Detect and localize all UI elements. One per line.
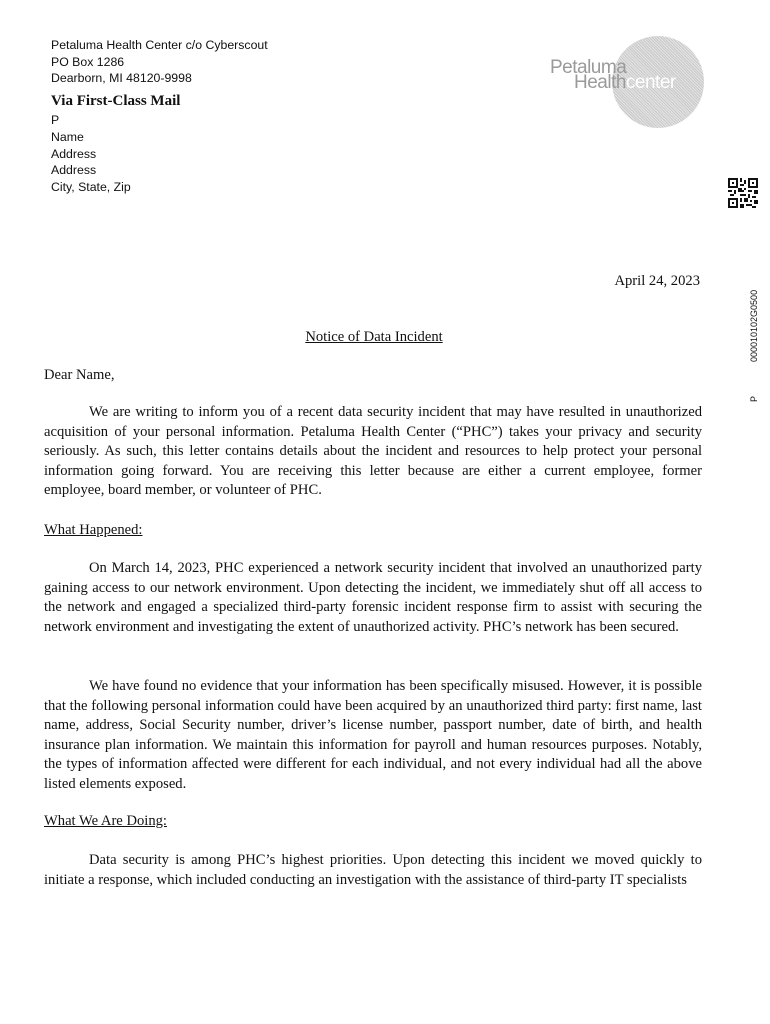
recipient-line: City, State, Zip	[51, 180, 131, 195]
logo-text-center: center	[625, 72, 676, 93]
recipient-line: P	[51, 113, 60, 127]
qr-code-icon	[728, 178, 758, 208]
return-address-line: Petaluma Health Center c/o Cyberscout	[51, 38, 268, 52]
petaluma-health-center-logo	[547, 36, 707, 128]
what-happened-heading: What Happened:	[44, 522, 143, 538]
what-we-are-doing-paragraph-1: Data security is among PHC’s highest priorities. Upon detecting this incident we moved quickly to initiate a response, which included conducting an investigation with the assistance of third-party IT specialists	[44, 852, 702, 888]
logo-text-health: Health	[574, 72, 626, 93]
return-address-line: PO Box 1286	[51, 54, 125, 69]
logo-text-health-center	[574, 73, 676, 92]
logo-text-petaluma: Petaluma	[550, 57, 627, 78]
notice-title: Notice of Data Incident	[305, 329, 443, 345]
side-tracking-number: 000010102G0500	[749, 289, 759, 362]
intro-paragraph: We are writing to inform you of a recent data security incident that may have resulted in unauthorized acquisition of your personal information. Petaluma Health Center (“PHC”) takes your privacy and security seriously. As such, this letter contains details about the incident and resources to help protect your personal information going forward. You are receiving this letter because are either a current employee, former employee, board member, or volunteer of PHC.	[44, 404, 702, 499]
letter-date: April 24, 2023	[614, 273, 700, 289]
recipient-line: Address	[51, 146, 97, 161]
recipient-address	[51, 112, 131, 196]
return-address-line: Dearborn, MI 48120-9998	[51, 71, 192, 85]
recipient-line: Address	[51, 163, 97, 178]
what-happened-paragraph-1: On March 14, 2023, PHC experienced a network security incident that involved an unauthorized party gaining access to our network environment. Upon detecting the incident, we immediately shut off all access to the network and engaged a specialized third-party forensic incident response firm to assist with securing the network environment and investigating the extent of unauthorized activity. PHC’s network has been secured.	[44, 560, 702, 635]
what-we-are-doing-heading: What We Are Doing:	[44, 813, 167, 829]
side-tracking-letter: P	[749, 395, 759, 402]
return-address	[51, 37, 268, 87]
salutation: Dear Name,	[44, 367, 115, 383]
what-happened-paragraph-2: We have found no evidence that your information has been specifically misused. However, it is possible that the following personal information could have been acquired by an unauthorized third party: first name, last name, address, Social Security number, driver’s license number, passport number, date of birth, and health insurance plan information. We maintain this information for payroll and human resources purposes. Notably, the types of information affected were different for each individual, and not every individual had all the above listed elements exposed.	[44, 678, 702, 792]
mail-class-label: Via First-Class Mail	[51, 93, 181, 109]
side-tracking-code	[748, 290, 762, 402]
recipient-line: Name	[51, 129, 84, 144]
